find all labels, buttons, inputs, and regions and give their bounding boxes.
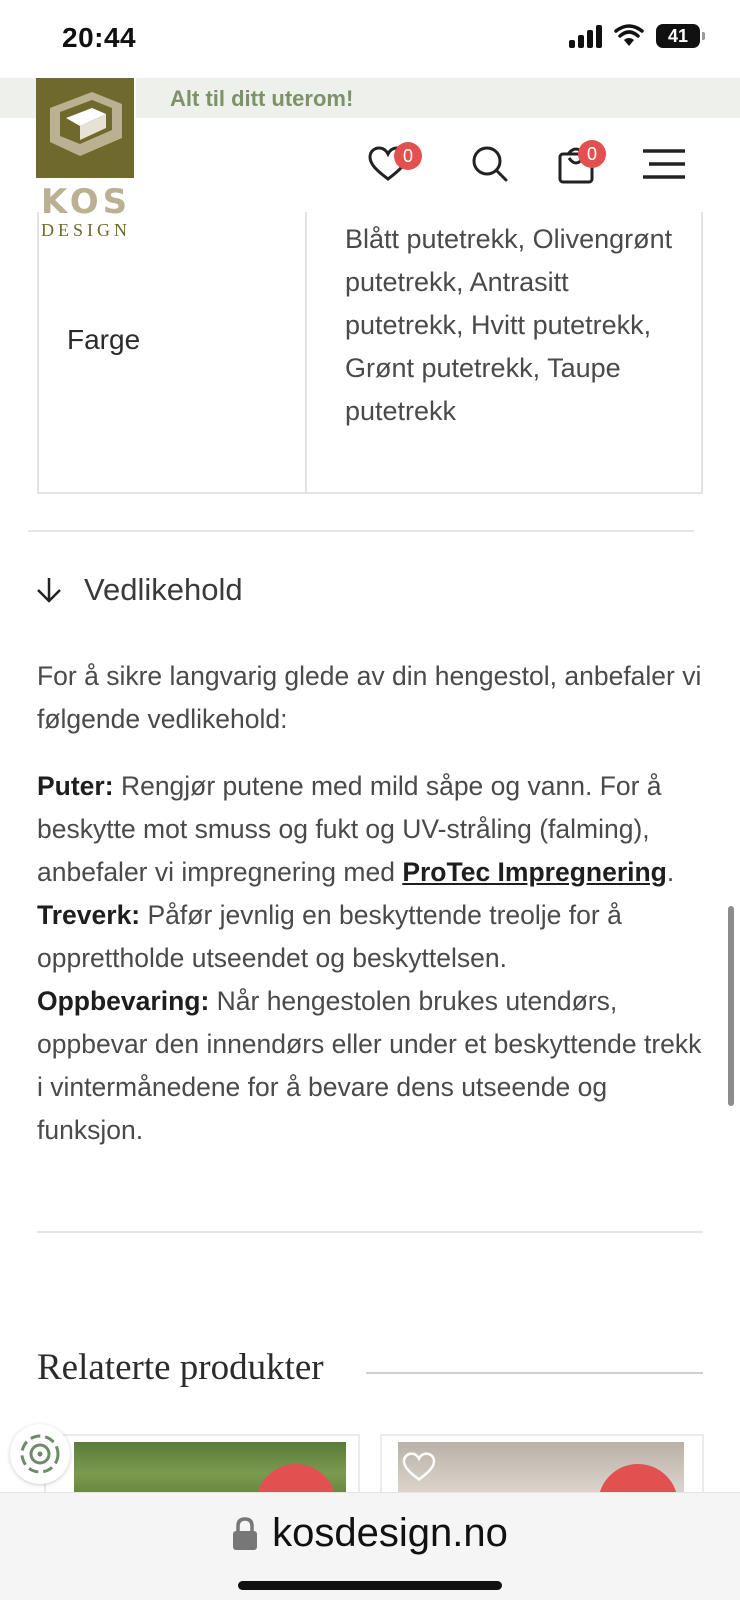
cellular-signal-icon	[569, 24, 602, 48]
wishlist-button[interactable]	[364, 140, 412, 188]
puter-text: Rengjør putene med mild såpe og vann. For å beskytte mot smuss og fukt og UV-stråling (falming), anbefaler vi impregnering med	[37, 771, 662, 887]
treverk-text: Påfør jevnlig en beskyttende treolje for å opprettholde utseendet og beskyttelsen.	[37, 900, 622, 973]
home-indicator	[238, 1581, 502, 1590]
section-divider	[28, 530, 694, 532]
heart-icon[interactable]	[402, 1452, 436, 1482]
arrow-down-icon	[34, 575, 64, 605]
wishlist-count-badge: 0	[394, 142, 422, 170]
puter-end: .	[666, 857, 675, 887]
section-divider-2	[37, 1231, 703, 1233]
status-indicators	[569, 24, 700, 48]
browser-address-bar[interactable]	[0, 1492, 740, 1600]
protec-link[interactable]: ProTec Impregnering	[402, 857, 667, 887]
spec-label-color: Farge	[67, 324, 141, 355]
cookie-settings-icon	[16, 1430, 64, 1478]
maintenance-intro: For å sikre langvarig glede av din hengestol, anbefaler vi følgende vedlikehold:	[37, 661, 702, 734]
hamburger-menu-icon	[641, 148, 687, 180]
puter-label: Puter:	[37, 771, 114, 801]
scrollbar[interactable]	[728, 906, 734, 1106]
related-title-line	[366, 1372, 703, 1374]
related-products-title: Relaterte produkter	[37, 1347, 324, 1388]
search-icon	[471, 145, 509, 183]
lock-icon	[232, 1517, 258, 1551]
logo-text: KOS	[40, 182, 132, 222]
oppbevaring-label: Oppbevaring:	[37, 986, 210, 1016]
cart-button[interactable]	[552, 140, 600, 188]
spec-value-color: Blått putetrekk, Olivengrønt putetrekk, Antrasitt putetrekk, Hvitt putetrekk, Grønt putetrekk, Taupe putetrekk	[345, 224, 673, 426]
tagline: Alt til ditt uterom!	[170, 86, 354, 111]
logo-mark	[36, 78, 134, 178]
status-bar	[0, 0, 740, 78]
maintenance-details	[37, 765, 707, 1152]
logo-subtext: DESIGN	[41, 220, 131, 240]
maintenance-accordion-toggle[interactable]	[34, 572, 243, 608]
menu-button[interactable]	[638, 140, 690, 188]
url-text: kosdesign.no	[272, 1511, 508, 1555]
battery-icon: 41	[656, 24, 700, 48]
spec-table	[37, 212, 703, 494]
search-button[interactable]	[466, 140, 514, 188]
maintenance-title: Vedlikehold	[84, 572, 243, 607]
treverk-label: Treverk:	[37, 900, 141, 930]
oppbevaring-text: Når hengestolen brukes utendørs, oppbevar den innendørs eller under et beskyttende trekk i vintermånedene for å bevare dens utseende og funksjon.	[37, 986, 702, 1145]
cart-count-badge: 0	[578, 140, 606, 168]
cookie-settings-button[interactable]	[10, 1424, 70, 1484]
table-divider	[305, 212, 307, 492]
status-time: 20:44	[62, 22, 137, 53]
url-display[interactable]	[0, 1511, 740, 1556]
wifi-icon	[614, 24, 644, 48]
